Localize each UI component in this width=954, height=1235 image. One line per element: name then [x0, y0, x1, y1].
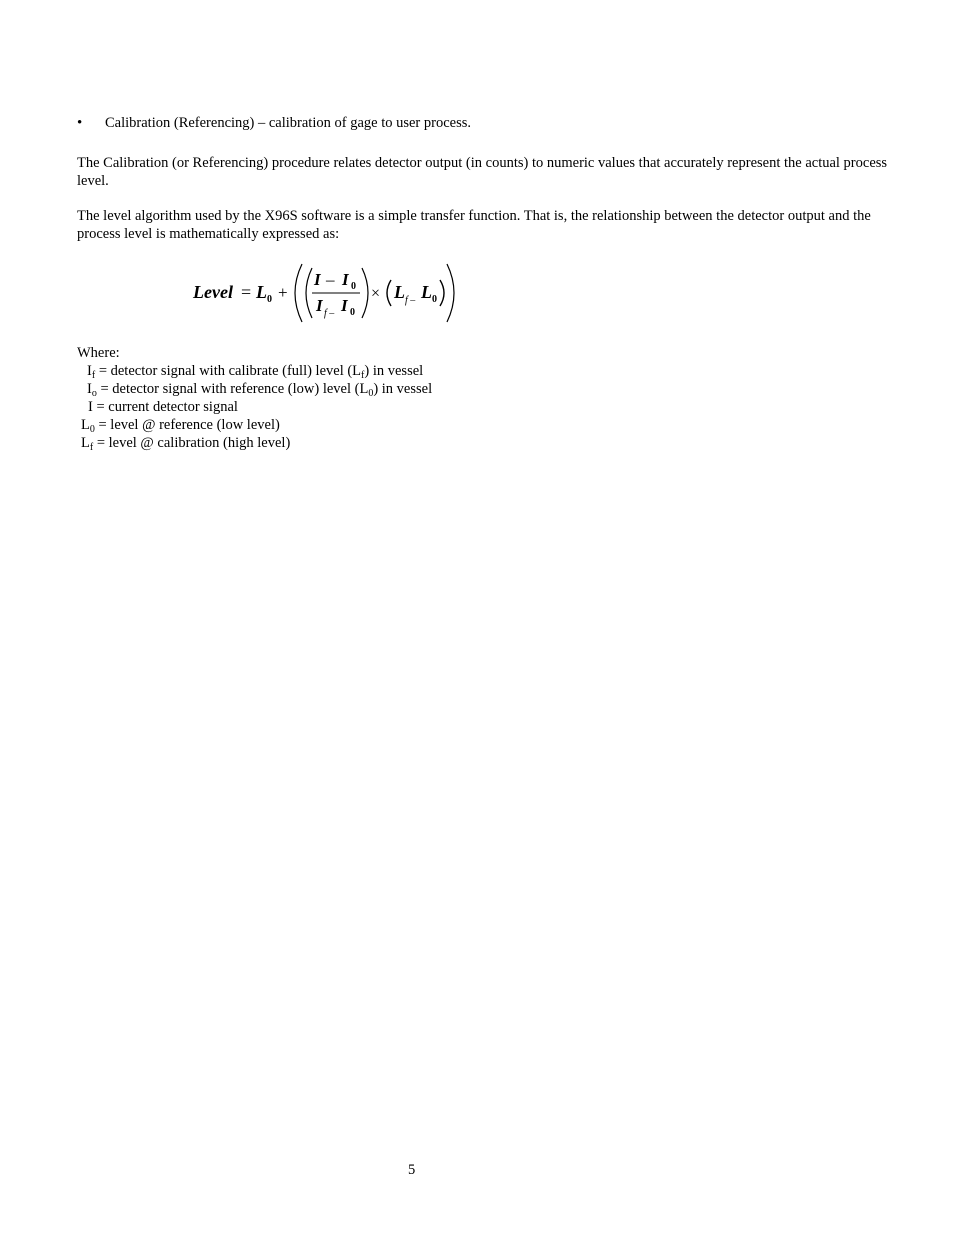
definition-Lf [77, 434, 577, 452]
formula-L0-base: L [256, 282, 267, 302]
inner-left-paren [306, 268, 312, 318]
where-definitions [77, 344, 577, 452]
den-I0-base: I [341, 296, 348, 315]
def-text: = current detector signal [92, 399, 238, 415]
formula-times: × [371, 285, 381, 302]
den-I0-sub: 0 [350, 307, 355, 318]
def-symbol: I [88, 399, 93, 415]
def-symbol: L [81, 435, 90, 451]
rhs-Lf-base: L [394, 282, 405, 302]
num-I: I [314, 270, 321, 289]
definition-Io [77, 380, 577, 398]
def-text-sub: 0 [368, 388, 374, 399]
paragraph-calibration: The Calibration (or Referencing) procedure relates detector output (in counts) to numeric values that accurately represent the actual process level. [77, 155, 888, 189]
def-symbol: I [87, 381, 92, 397]
formula-L0-sub: 0 [267, 294, 272, 305]
rhs-left-paren [387, 280, 391, 306]
def-symbol: L [81, 417, 90, 433]
formula-equals: = [241, 282, 252, 302]
def-text: = level @ calibration (high level) [93, 435, 291, 451]
where-heading: Where: [77, 345, 120, 361]
bullet-glyph: • [77, 115, 83, 131]
page-number: 5 [408, 1162, 416, 1178]
num-I0-base: I [342, 270, 349, 289]
formula-plus: + [278, 283, 288, 302]
level-formula-svg [190, 258, 470, 328]
def-symbol: I [87, 363, 92, 379]
rhs-L0-sub: 0 [432, 294, 437, 305]
def-text-end: ) in vessel [373, 381, 433, 397]
rhs-right-paren [440, 280, 444, 306]
def-symbol-sub: o [91, 388, 97, 399]
definition-I [77, 398, 577, 416]
def-text-sub: f [361, 370, 365, 381]
inner-right-paren [362, 268, 368, 318]
den-If-base: I [316, 296, 323, 315]
num-minus: – [326, 270, 335, 289]
rhs-Lf-sub: f – [405, 295, 416, 306]
def-text-end: ) in vessel [364, 363, 424, 379]
def-symbol-sub: f [91, 370, 96, 381]
den-If-sub: f – [324, 308, 335, 319]
def-text: = level @ reference (low level) [94, 417, 280, 433]
def-symbol-sub: 0 [89, 424, 95, 435]
def-text: = detector signal with reference (low) level (L [96, 381, 369, 397]
outer-right-paren [447, 264, 454, 322]
level-formula [190, 258, 470, 328]
rhs-L0-base: L [421, 282, 432, 302]
bullet-text: Calibration (Referencing) – calibration of gage to user process. [105, 115, 471, 131]
paragraph-level-algorithm: The level algorithm used by the X96S software is a simple transfer function. That is, the relationship between the detector output and the process level is mathematically expressed as: [77, 208, 871, 242]
outer-left-paren [295, 264, 302, 322]
def-symbol-sub: f [89, 442, 94, 453]
definition-If [77, 362, 577, 380]
definition-L0 [77, 416, 577, 434]
formula-lhs: Level [193, 282, 233, 302]
def-text: = detector signal with calibrate (full) level (L [95, 363, 362, 379]
num-I0-sub: 0 [351, 281, 356, 292]
